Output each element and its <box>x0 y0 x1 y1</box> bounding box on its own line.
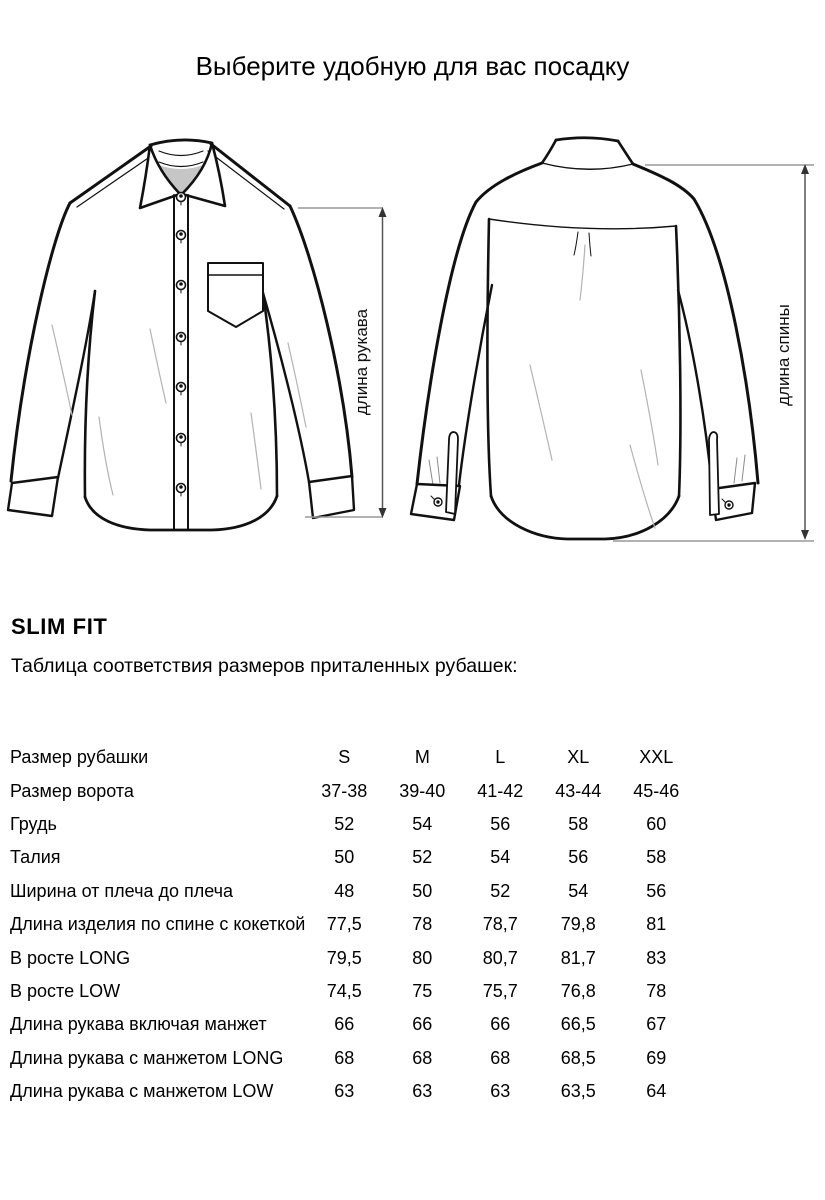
cell-value: 81 <box>646 914 667 935</box>
cell-value: 78 <box>412 914 433 935</box>
table-row <box>10 774 695 807</box>
cell-value: 39-40 <box>399 780 446 801</box>
cell-value: 64 <box>646 1081 667 1102</box>
shirt-diagram <box>0 115 825 560</box>
cell-value: 66 <box>334 1014 355 1035</box>
cell-value: 58 <box>646 847 667 868</box>
cell-value: 37-38 <box>321 780 368 801</box>
cell-value: 50 <box>412 880 433 901</box>
table-row <box>10 975 695 1008</box>
cell-value: 79,8 <box>560 914 596 935</box>
cell-value: 77,5 <box>326 914 362 935</box>
cell-value: S <box>338 747 351 768</box>
cell-value: 58 <box>568 813 589 834</box>
yoke-seam <box>489 219 676 229</box>
size-table-body <box>10 741 695 1108</box>
cell-value: 79,5 <box>326 947 362 968</box>
row-label: Длина рукава с манжетом LONG <box>10 1047 284 1068</box>
cell-value: 67 <box>646 1014 667 1035</box>
box-pleat <box>574 232 578 255</box>
cell-value: M <box>414 747 430 768</box>
row-label: Длина изделия по спине с кокеткой <box>10 914 306 935</box>
arrow-down-icon <box>801 530 809 540</box>
table-row <box>10 1008 695 1041</box>
cell-value: 63 <box>490 1081 511 1102</box>
chest-pocket <box>208 263 263 327</box>
front-right-cuff <box>309 476 354 518</box>
row-label: В росте LOW <box>10 980 121 1001</box>
cell-value: 56 <box>490 813 511 834</box>
cell-value: 45-46 <box>633 780 680 801</box>
cell-value: 56 <box>568 847 589 868</box>
cell-value: 68 <box>412 1047 433 1068</box>
shirt-front-illustration <box>8 140 354 530</box>
row-label: Ширина от плеча до плеча <box>10 880 234 901</box>
cell-value: 43-44 <box>555 780 602 801</box>
cell-value: 75,7 <box>482 980 518 1001</box>
table-row <box>10 941 695 974</box>
cell-value: 66,5 <box>560 1014 596 1035</box>
row-label: Длина рукава с манжетом LOW <box>10 1081 274 1102</box>
cell-value: 63 <box>334 1081 355 1102</box>
cell-value: 54 <box>490 847 511 868</box>
front-buttons <box>177 193 186 497</box>
table-row <box>10 808 695 841</box>
cell-value: 68 <box>490 1047 511 1068</box>
cell-value: 80 <box>412 947 433 968</box>
back-length-label: длина спины <box>774 304 793 406</box>
row-label: В росте LONG <box>10 947 131 968</box>
cell-value: 63,5 <box>560 1081 596 1102</box>
cell-value: 68 <box>334 1047 355 1068</box>
row-label: Размер ворота <box>10 780 134 801</box>
cell-value: 52 <box>334 813 355 834</box>
back-fold-lines <box>530 245 658 528</box>
right-sleeve-placket <box>709 432 719 515</box>
table-row <box>10 908 695 941</box>
cell-value: 80,7 <box>482 947 518 968</box>
size-table <box>10 741 695 1108</box>
cell-value: L <box>495 747 506 768</box>
cell-value: 81,7 <box>560 947 596 968</box>
cell-value: 78 <box>646 980 667 1001</box>
cell-value: XXL <box>639 747 674 768</box>
slim-fit-heading: SLIM FIT <box>11 614 108 639</box>
table-subtitle: Таблица соответствия размеров приталенных рубашек: <box>11 655 518 677</box>
cell-value: 48 <box>334 880 355 901</box>
cell-value: 76,8 <box>560 980 596 1001</box>
shirt-back-illustration <box>411 138 758 539</box>
table-row <box>10 1042 695 1075</box>
table-row <box>10 875 695 908</box>
cell-value: 75 <box>412 980 433 1001</box>
sleeve-length-label: длина рукава <box>352 308 371 416</box>
cell-value: 74,5 <box>326 980 362 1001</box>
cell-value: XL <box>567 747 590 768</box>
row-label: Длина рукава включая манжет <box>10 1014 267 1035</box>
table-row <box>10 741 695 774</box>
page-title: Выберите удобную для вас посадку <box>195 51 630 81</box>
cell-value: 66 <box>490 1014 511 1035</box>
row-label: Размер рубашки <box>10 747 149 768</box>
table-row <box>10 1075 695 1108</box>
table-row <box>10 841 695 874</box>
row-label: Грудь <box>10 813 57 834</box>
cell-value: 68,5 <box>560 1047 596 1068</box>
cell-value: 66 <box>412 1014 433 1035</box>
cell-value: 78,7 <box>482 914 518 935</box>
cell-value: 56 <box>646 880 667 901</box>
cell-value: 52 <box>412 847 433 868</box>
cuff-hatch-lines <box>429 455 745 485</box>
cuff-buttons <box>431 496 733 509</box>
cell-value: 41-42 <box>477 780 524 801</box>
row-label: Талия <box>10 847 61 868</box>
left-sleeve-placket <box>446 432 458 514</box>
front-left-cuff <box>8 477 58 516</box>
cell-value: 54 <box>568 880 589 901</box>
cell-value: 60 <box>646 813 667 834</box>
cell-value: 50 <box>334 847 355 868</box>
cell-value: 83 <box>646 947 667 968</box>
sleeve-length-measure <box>298 207 387 518</box>
cell-value: 54 <box>412 813 433 834</box>
cell-value: 69 <box>646 1047 667 1068</box>
cell-value: 63 <box>412 1081 433 1102</box>
cell-value: 52 <box>490 880 511 901</box>
